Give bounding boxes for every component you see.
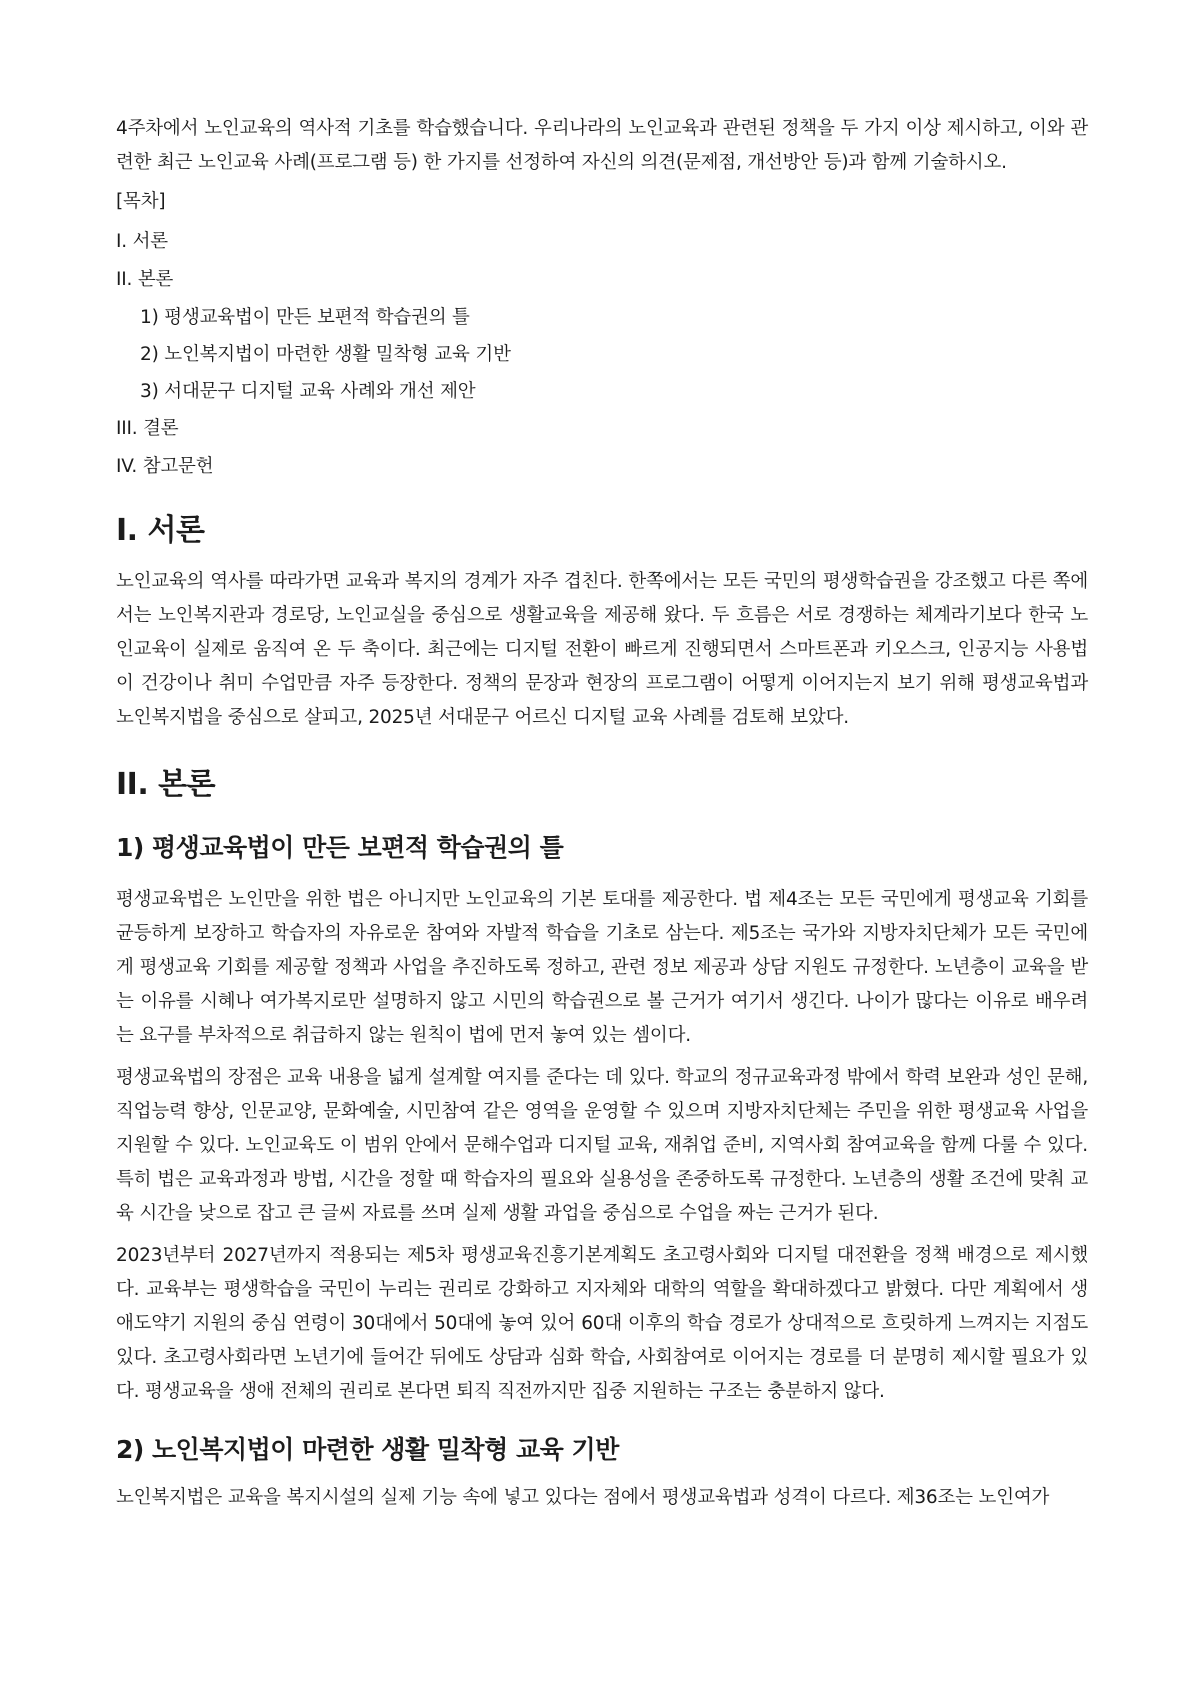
toc-item: III. 결론	[116, 418, 179, 439]
subsection-heading-2: 2) 노인복지법이 마련한 생활 밀착형 교육 기반	[116, 1435, 619, 1464]
toc-item: II. 본론	[116, 269, 174, 290]
toc-heading: [목차]	[116, 191, 166, 212]
toc-subitem: 1) 평생교육법이 만든 보편적 학습권의 틀	[140, 307, 470, 328]
body-paragraph: 2023년부터 2027년까지 적용되는 제5차 평생교육진흥기본계획도 초고령사회와 디지털 대전환을 정책 배경으로 제시했다. 교육부는 평생학습을 국민이 누리는 권리로 강화하고 지자체와 대학의 역할을 확대하겠다고 밝혔다. 다만 계획에서 생애도약기 지원의 중심 연령이 30대에서 50대에 놓여 있어 60대 이후의 학습 경로가 상대적으로 흐릿하게 느껴지는 지점도 있다. 초고령사회라면 노년기에 들어간 뒤에도 상담과 심화 학습, 사회참여로 이어지는 경로를 더 분명히 제시할 필요가 있다. 평생교육을 생애 전체의 권리로 본다면 퇴직 직전까지만 집중 지원하는 구조는 충분하지 않다.	[116, 1245, 1088, 1402]
toc-item: IV. 참고문헌	[116, 456, 214, 477]
body-paragraph: 노인복지법은 교육을 복지시설의 실제 기능 속에 넣고 있다는 점에서 평생교육법과 성격이 다르다. 제36조는 노인여가	[116, 1487, 1050, 1508]
toc-subitem: 2) 노인복지법이 마련한 생활 밀착형 교육 기반	[140, 344, 511, 365]
intro-paragraph: 노인교육의 역사를 따라가면 교육과 복지의 경계가 자주 겹친다. 한쪽에서는 모든 국민의 평생학습권을 강조했고 다른 쪽에서는 노인복지관과 경로당, 노인교실을 중심으로 생활교육을 제공해 왔다. 두 흐름은 서로 경쟁하는 체계라기보다 한국 노인교육이 실제로 움직여 온 두 축이다. 최근에는 디지털 전환이 빠르게 진행되면서 스마트폰과 키오스크, 인공지능 사용법이 건강이나 취미 수업만큼 자주 등장한다. 정책의 문장과 현장의 프로그램이 어떻게 이어지는지 보기 위해 평생교육법과 노인복지법을 중심으로 살피고, 2025년 서대문구 어르신 디지털 교육 사례를 검토해 보았다.	[116, 571, 1088, 728]
toc-item: I. 서론	[116, 231, 168, 252]
body-paragraph: 평생교육법은 노인만을 위한 법은 아니지만 노인교육의 기본 토대를 제공한다. 법 제4조는 모든 국민에게 평생교육 기회를 균등하게 보장하고 학습자의 자유로운 참여와 자발적 학습을 기초로 삼는다. 제5조는 국가와 지방자치단체가 모든 국민에게 평생교육 기회를 제공할 정책과 사업을 추진하도록 정하고, 관련 정보 제공과 상담 지원도 규정한다. 노년층이 교육을 받는 이유를 시혜나 여가복지로만 설명하지 않고 시민의 학습권으로 볼 근거가 여기서 생긴다. 나이가 많다는 이유로 배우려는 요구를 부차적으로 취급하지 않는 원칙이 법에 먼저 놓여 있는 셈이다.	[116, 889, 1088, 1046]
toc-subitem: 3) 서대문구 디지털 교육 사례와 개선 제안	[140, 381, 476, 402]
assignment-prompt: 4주차에서 노인교육의 역사적 기초를 학습했습니다. 우리나라의 노인교육과 관련된 정책을 두 가지 이상 제시하고, 이와 관련한 최근 노인교육 사례(프로그램 등) 한 가지를 선정하여 자신의 의견(문제점, 개선방안 등)과 함께 기술하시오.	[116, 118, 1089, 173]
body-paragraph: 평생교육법의 장점은 교육 내용을 넓게 설계할 여지를 준다는 데 있다. 학교의 정규교육과정 밖에서 학력 보완과 성인 문해, 직업능력 향상, 인문교양, 문화예술, 시민참여 같은 영역을 운영할 수 있으며 지방자치단체는 주민을 위한 평생교육 사업을 지원할 수 있다. 노인교육도 이 범위 안에서 문해수업과 디지털 교육, 재취업 준비, 지역사회 참여교육을 함께 다룰 수 있다. 특히 법은 교육과정과 방법, 시간을 정할 때 학습자의 필요와 실용성을 존중하도록 규정한다. 노년층의 생활 조건에 맞춰 교육 시간을 낮으로 잡고 큰 글씨 자료를 쓰며 실제 생활 과업을 중심으로 수업을 짜는 근거가 된다.	[116, 1067, 1088, 1224]
subsection-heading-1: 1) 평생교육법이 만든 보편적 학습권의 틀	[116, 833, 564, 862]
section-heading-intro: I. 서론	[116, 513, 205, 548]
table-of-contents	[116, 190, 1088, 479]
section-heading-body: II. 본론	[116, 767, 216, 802]
